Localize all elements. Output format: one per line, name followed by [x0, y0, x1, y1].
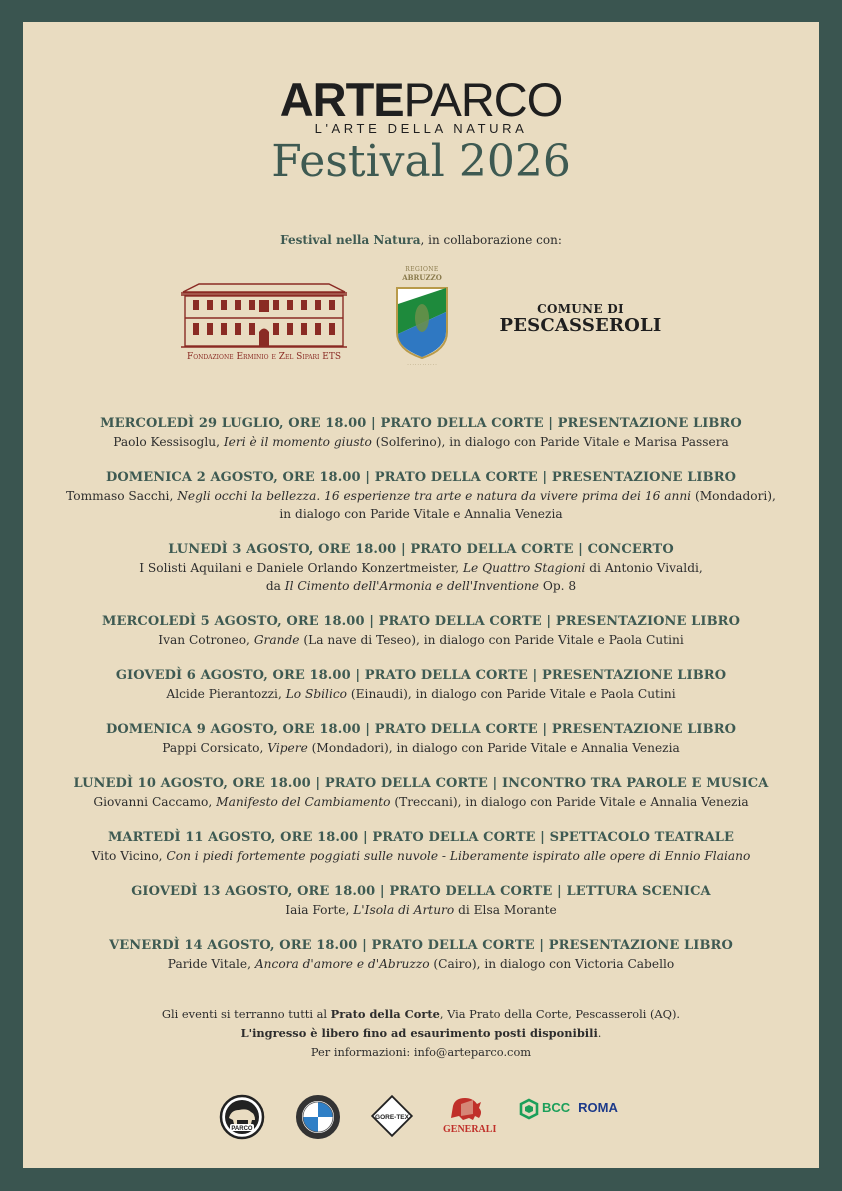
- bmw-roundel-icon: [295, 1094, 341, 1140]
- event-text: Ivan Cotroneo,: [158, 633, 254, 647]
- free-entry-note: L'ingresso è libero fino ad esaurimento posti disponibili: [240, 1026, 598, 1040]
- sponsors-row: [23, 1094, 819, 1140]
- event-description: [23, 901, 819, 919]
- event-text: da: [265, 579, 285, 593]
- generali-logo: [443, 1094, 497, 1140]
- event-title-text: Ieri è il momento giusto: [223, 435, 372, 449]
- info-block: [23, 1005, 819, 1062]
- fondazione-caption: Fondazione Erminio e Zel Sipari ETS: [186, 352, 342, 362]
- brand-light: PARCO: [403, 73, 563, 126]
- comune-line1: COMUNE DI: [537, 302, 624, 316]
- event-title-text: Le Quattro Stagioni: [462, 561, 586, 575]
- event-description: [23, 505, 819, 523]
- goretex-logo: [370, 1094, 414, 1142]
- event-text: Pappi Corsicato,: [162, 741, 268, 755]
- regione-name: ABRUZZO: [402, 273, 442, 282]
- bear-icon: [219, 1094, 265, 1140]
- lion-icon: [443, 1094, 489, 1124]
- arteparco-logo: [23, 73, 819, 126]
- event-text: (Mondadori), in dialogo con Paride Vitale e Annalia Venezia: [307, 741, 680, 755]
- event-text: (Mondadori),: [691, 489, 776, 503]
- event-title-text: Vipere: [267, 741, 308, 755]
- event-heading: DOMENICA 2 AGOSTO, ORE 18.00 | PRATO DELLA CORTE | PRESENTAZIONE LIBRO: [105, 470, 737, 485]
- event-heading: GIOVEDÌ 13 AGOSTO, ORE 18.00 | PRATO DELLA CORTE | LETTURA SCENICA: [131, 884, 711, 899]
- parco-label: PARCO: [231, 1126, 253, 1132]
- poster: [23, 22, 819, 1168]
- comune-line2: PESCASSEROLI: [499, 315, 662, 336]
- event-text: Alcide Pierantozzi,: [166, 687, 286, 701]
- event-heading: MERCOLEDÌ 5 AGOSTO, ORE 18.00 | PRATO DELLA CORTE | PRESENTAZIONE LIBRO: [101, 614, 741, 629]
- event-item: [23, 468, 819, 523]
- palace-icon: [179, 278, 349, 350]
- info-line-1: [23, 1005, 819, 1024]
- bcc-roma-logo: [518, 1094, 628, 1140]
- event-description: [23, 793, 819, 811]
- tagline: L'ARTE DELLA NATURA: [314, 121, 528, 136]
- event-item: [23, 666, 819, 703]
- bmw-logo: [295, 1094, 341, 1144]
- event-title-text: Ancora d'amore e d'Abruzzo: [254, 957, 430, 971]
- event-item: [23, 540, 819, 595]
- event-title-text: Con i piedi fortemente poggiati sulle nuvole - Liberamente ispirato alle opere di Ennio Flaiano: [166, 849, 751, 863]
- event-title-text: Grande: [253, 633, 300, 647]
- event-text: Tommaso Sacchi,: [66, 489, 178, 503]
- bcc-mark-icon: [518, 1098, 540, 1120]
- info-text: Gli eventi si terranno tutti al: [161, 1007, 331, 1021]
- info-text: , Via Prato della Corte, Pescasseroli (AQ).: [439, 1007, 681, 1021]
- parco-bear-logo: [219, 1094, 265, 1144]
- event-item: [23, 774, 819, 811]
- event-heading: MERCOLEDÌ 29 LUGLIO, ORE 18.00 | PRATO DELLA CORTE | PRESENTAZIONE LIBRO: [100, 416, 742, 431]
- event-text: in dialogo con Paride Vitale e Annalia Venezia: [279, 507, 563, 521]
- event-item: [23, 936, 819, 973]
- event-title-text: L'Isola di Arturo: [353, 903, 455, 917]
- bcc-roma-text: [542, 1100, 618, 1115]
- event-text: Paolo Kessisoglu,: [113, 435, 224, 449]
- event-description: [23, 739, 819, 757]
- event-description: [23, 487, 819, 505]
- event-description: [23, 847, 819, 865]
- event-text: Paride Vitale,: [167, 957, 255, 971]
- shield-icon: [390, 282, 454, 370]
- regione-abruzzo-logo: [390, 266, 454, 378]
- event-item: [23, 612, 819, 649]
- event-description: [23, 433, 819, 451]
- event-text: (Treccani), in dialogo con Paride Vitale e Annalia Venezia: [390, 795, 749, 809]
- event-heading: VENERDÌ 14 AGOSTO, ORE 18.00 | PRATO DELLA CORTE | PRESENTAZIONE LIBRO: [109, 938, 733, 953]
- bcc-label: BCC: [542, 1100, 571, 1115]
- fondazione-logo: [179, 278, 349, 370]
- festival-title: Festival 2026: [271, 136, 571, 187]
- collab-rest: , in collaborazione con:: [420, 233, 562, 247]
- svg-text:· · · · · · · · · · · ·: · · · · · · · · · · · ·: [407, 362, 437, 367]
- event-text: Iaia Forte,: [285, 903, 354, 917]
- event-text: Giovanni Caccamo,: [93, 795, 217, 809]
- event-heading: DOMENICA 9 AGOSTO, ORE 18.00 | PRATO DELLA CORTE | PRESENTAZIONE LIBRO: [105, 722, 737, 737]
- event-title-text: Il Cimento dell'Armonia e dell'Inventione: [284, 579, 539, 593]
- brand-bold: ARTE: [279, 73, 404, 126]
- event-description: [23, 559, 819, 577]
- event-text: di Antonio Vivaldi,: [585, 561, 703, 575]
- event-text: di Elsa Morante: [454, 903, 557, 917]
- event-description: [23, 631, 819, 649]
- event-item: [23, 882, 819, 919]
- event-description: [23, 685, 819, 703]
- venue-name: Prato della Corte: [330, 1007, 440, 1021]
- event-item: [23, 720, 819, 757]
- event-text: (Einaudi), in dialogo con Paride Vitale e Paola Cutini: [347, 687, 676, 701]
- event-title-text: Negli occhi la bellezza. 16 esperienze tra arte e natura da vivere prima dei 16 anni: [177, 489, 692, 503]
- goretex-label: GORE-TEX: [375, 1114, 409, 1121]
- event-text: (Cairo), in dialogo con Victoria Cabello: [429, 957, 675, 971]
- info-line-2: [23, 1024, 819, 1043]
- events-list: [23, 414, 819, 990]
- event-text: I Solisti Aquilani e Daniele Orlando Konzertmeister,: [139, 561, 463, 575]
- generali-label: GENERALI: [443, 1124, 497, 1135]
- event-text: (La nave di Teseo), in dialogo con Paride Vitale e Paola Cutini: [299, 633, 684, 647]
- info-line-3: Per informazioni: info@arteparco.com: [310, 1045, 532, 1059]
- event-heading: MARTEDÌ 11 AGOSTO, ORE 18.00 | PRATO DELLA CORTE | SPETTACOLO TEATRALE: [107, 830, 735, 845]
- event-text: Op. 8: [538, 579, 577, 593]
- event-heading: GIOVEDÌ 6 AGOSTO, ORE 18.00 | PRATO DELLA CORTE | PRESENTAZIONE LIBRO: [115, 668, 727, 683]
- goretex-diamond-icon: [370, 1094, 414, 1138]
- event-description: [23, 577, 819, 595]
- event-heading: LUNEDÌ 10 AGOSTO, ORE 18.00 | PRATO DELLA CORTE | INCONTRO TRA PAROLE E MUSICA: [73, 776, 769, 791]
- event-heading: LUNEDÌ 3 AGOSTO, ORE 18.00 | PRATO DELLA CORTE | CONCERTO: [168, 542, 674, 557]
- event-title-text: Lo Sbilico: [285, 687, 348, 701]
- event-item: [23, 414, 819, 451]
- collab-bold: Festival nella Natura: [280, 233, 421, 247]
- event-text: Vito Vicino,: [91, 849, 167, 863]
- info-text: .: [597, 1026, 602, 1040]
- regione-top: REGIONE: [405, 266, 439, 273]
- comune-logo: [488, 302, 673, 336]
- event-text: (Solferino), in dialogo con Paride Vitale e Marisa Passera: [371, 435, 729, 449]
- roma-label: ROMA: [578, 1100, 618, 1115]
- event-item: [23, 828, 819, 865]
- event-title-text: Manifesto del Cambiamento: [216, 795, 391, 809]
- collaboration-line: [23, 233, 819, 247]
- event-description: [23, 955, 819, 973]
